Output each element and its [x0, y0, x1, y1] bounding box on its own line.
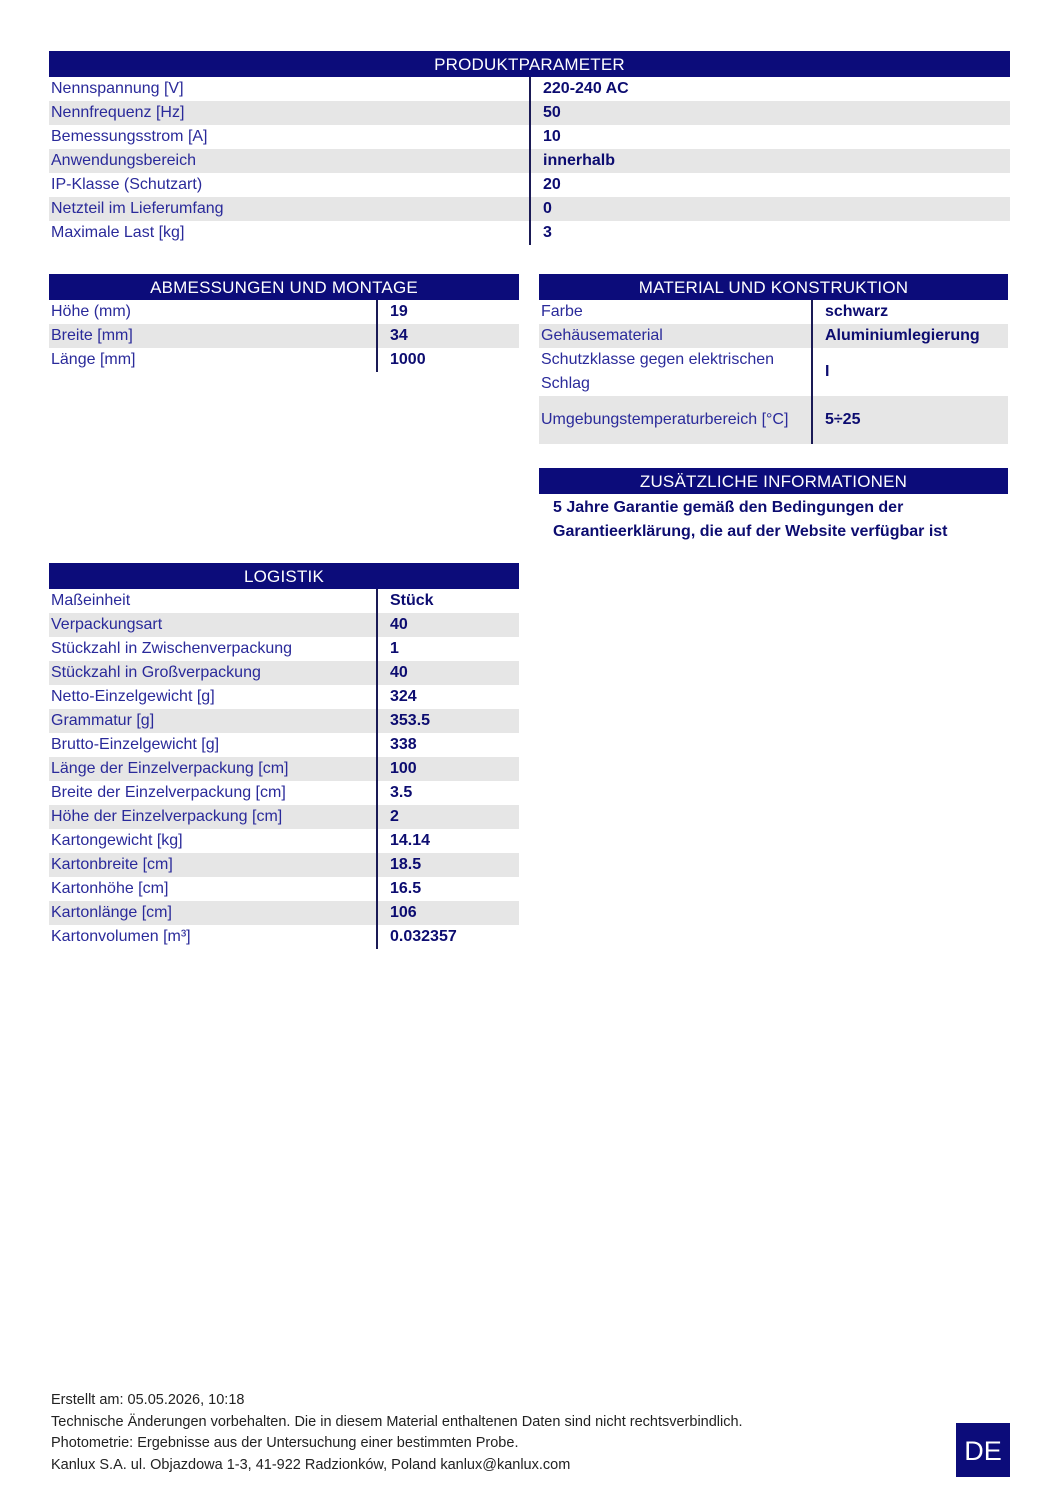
- row-label: Brutto-Einzelgewicht [g]: [51, 736, 220, 753]
- logistics-table: [49, 589, 519, 949]
- table-row: [49, 125, 1010, 149]
- row-label: Kartongewicht [kg]: [51, 832, 183, 849]
- table-row: [539, 324, 1008, 348]
- logistics-table-body: [49, 589, 519, 949]
- table-row: [49, 829, 519, 853]
- table-row: [49, 149, 1010, 173]
- row-value: 220-240 AC: [530, 77, 1010, 101]
- warranty-text: 5 Jahre Garantie gemäß den Bedingungen der Garantieerklärung, die auf der Website verfügbar ist: [553, 499, 948, 540]
- params-table: [49, 77, 1010, 245]
- footer: [51, 1390, 743, 1476]
- row-label: Maximale Last [kg]: [51, 224, 185, 241]
- table-row: [49, 733, 519, 757]
- table-row: [49, 925, 519, 949]
- material-table: [539, 300, 1008, 444]
- table-row: [49, 805, 519, 829]
- row-value: 5÷25: [812, 396, 1008, 444]
- params-table-body: [49, 77, 1010, 245]
- row-label: Anwendungsbereich: [49, 149, 530, 173]
- row-value: 34: [377, 324, 519, 348]
- table-row: [49, 300, 519, 324]
- row-value: 0.032357: [377, 925, 519, 949]
- row-value: Stück: [377, 589, 519, 613]
- table-row: [49, 324, 519, 348]
- table-row: [49, 221, 1010, 245]
- table-row: [49, 613, 519, 637]
- table-row: [539, 348, 1008, 396]
- row-value: 106: [377, 901, 519, 925]
- row-label: Verpackungsart: [49, 613, 377, 637]
- row-label: Höhe der Einzelverpackung [cm]: [49, 805, 377, 829]
- table-row: [49, 101, 1010, 125]
- row-label: Gehäusematerial: [539, 324, 812, 348]
- row-label: Umgebungstemperaturbereich [°C]: [539, 396, 812, 444]
- row-value: 324: [377, 685, 519, 709]
- table-row: [49, 853, 519, 877]
- material-section: [539, 274, 1008, 444]
- row-label: Kartonlänge [cm]: [49, 901, 377, 925]
- table-row: [49, 661, 519, 685]
- row-label: Nennspannung [V]: [51, 80, 184, 97]
- row-value: 14.14: [377, 829, 519, 853]
- row-label: Schutzklasse gegen elektrischen Schlag: [541, 351, 775, 392]
- table-row: [49, 877, 519, 901]
- row-label: Kartonvolumen [m³]: [51, 928, 191, 945]
- photometry-note: Photometrie: Ergebnisse aus der Untersuchung einer bestimmten Probe.: [51, 1435, 519, 1451]
- disclaimer-text: Technische Änderungen vorbehalten. Die in diesem Material enthaltenen Daten sind nicht rechtsverbindlich.: [51, 1413, 743, 1430]
- row-label: Grammatur [g]: [49, 709, 377, 733]
- table-row: [49, 348, 519, 372]
- row-value: 16.5: [377, 877, 519, 901]
- row-label: Breite [mm]: [49, 324, 377, 348]
- row-label: Bemessungsstrom [A]: [51, 128, 208, 145]
- table-row: [49, 637, 519, 661]
- row-value: 1: [377, 637, 519, 661]
- produktparameter-section: [49, 51, 1010, 245]
- table-row: [49, 173, 1010, 197]
- row-label: IP-Klasse (Schutzart): [51, 176, 203, 193]
- language-badge: DE: [956, 1423, 1010, 1477]
- table-row: [49, 685, 519, 709]
- row-value: 50: [530, 101, 1010, 125]
- material-table-body: [539, 300, 1008, 444]
- section-header: MATERIAL UND KONSTRUKTION: [539, 274, 1008, 300]
- row-label: Länge der Einzelverpackung [cm]: [49, 757, 377, 781]
- row-value: 40: [377, 661, 519, 685]
- table-row: [49, 197, 1010, 221]
- dimensions-table: [49, 300, 519, 372]
- table-row: [49, 589, 519, 613]
- row-label: Nennfrequenz [Hz]: [49, 101, 530, 125]
- row-value: Aluminiumlegierung: [812, 324, 1008, 348]
- table-row: [49, 757, 519, 781]
- abmessungen-section: [49, 274, 519, 372]
- row-value: innerhalb: [530, 149, 1010, 173]
- row-value: 100: [377, 757, 519, 781]
- row-value: 353.5: [377, 709, 519, 733]
- table-row: [49, 77, 1010, 101]
- row-value: 19: [377, 300, 519, 324]
- row-value: 338: [377, 733, 519, 757]
- logistik-section: [49, 563, 519, 949]
- row-value: 20: [530, 173, 1010, 197]
- table-row: [539, 300, 1008, 324]
- dimensions-table-body: [49, 300, 519, 372]
- section-header: ABMESSUNGEN UND MONTAGE: [49, 274, 519, 300]
- section-header: PRODUKTPARAMETER: [49, 51, 1010, 77]
- company-address: Kanlux S.A. ul. Objazdowa 1-3, 41-922 Radzionków, Poland kanlux@kanlux.com: [51, 1456, 571, 1473]
- row-label: Kartonhöhe [cm]: [51, 880, 169, 897]
- section-header: ZUSÄTZLICHE INFORMATIONEN: [539, 468, 1008, 494]
- row-label: Farbe: [541, 303, 583, 320]
- table-row: [539, 396, 1008, 444]
- row-label: Stückzahl in Großverpackung: [49, 661, 377, 685]
- row-label: Maßeinheit: [51, 592, 131, 609]
- row-value: 18.5: [377, 853, 519, 877]
- row-value: 2: [377, 805, 519, 829]
- row-value: 40: [377, 613, 519, 637]
- row-label: Breite der Einzelverpackung [cm]: [51, 784, 286, 801]
- zusatz-section: [539, 468, 1008, 546]
- section-header: LOGISTIK: [49, 563, 519, 589]
- row-label: Höhe (mm): [51, 303, 132, 320]
- row-label: Länge [mm]: [51, 351, 136, 368]
- table-row: [49, 901, 519, 925]
- row-value: I: [812, 348, 1008, 396]
- row-value: 3: [530, 221, 1010, 245]
- table-row: [49, 781, 519, 805]
- row-value: 1000: [377, 348, 519, 372]
- row-value: 3.5: [377, 781, 519, 805]
- row-label: Netzteil im Lieferumfang: [49, 197, 530, 221]
- row-value: 10: [530, 125, 1010, 149]
- row-label: Stückzahl in Zwischenverpackung: [51, 640, 293, 657]
- row-label: Kartonbreite [cm]: [49, 853, 377, 877]
- row-value: schwarz: [812, 300, 1008, 324]
- created-date: Erstellt am: 05.05.2026, 10:18: [51, 1392, 245, 1408]
- row-value: 0: [530, 197, 1010, 221]
- row-label: Netto-Einzelgewicht [g]: [51, 688, 215, 705]
- table-row: [49, 709, 519, 733]
